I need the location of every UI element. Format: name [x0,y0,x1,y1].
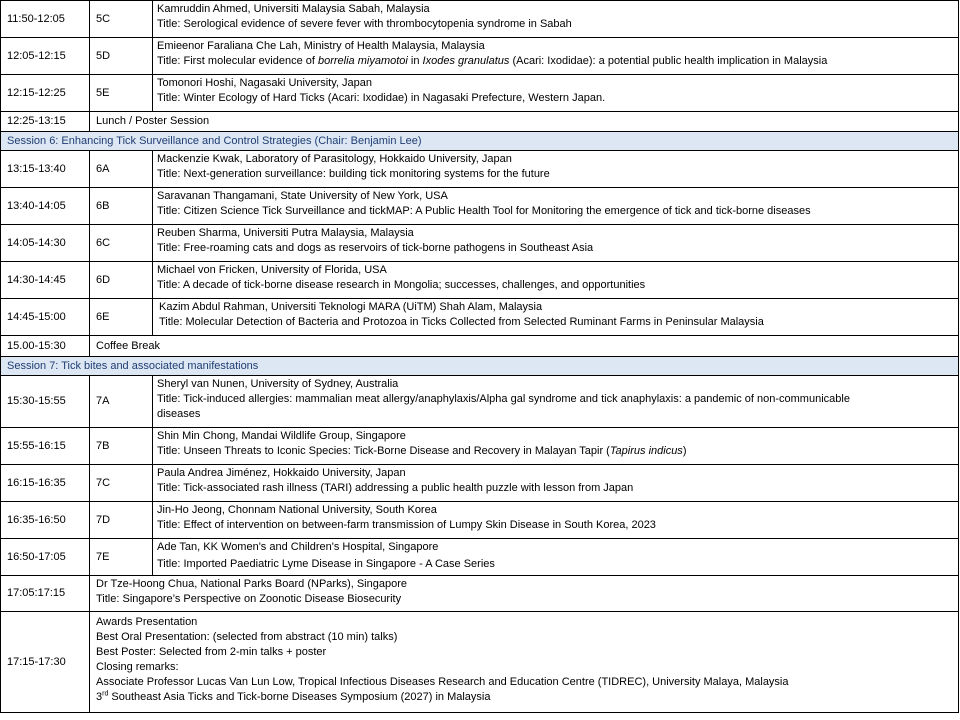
session-code: 6B [90,188,153,225]
speaker: Shin Min Chong, Mandai Wildlife Group, Singapore [157,430,406,442]
time-cell: 15:30-15:55 [1,376,90,428]
talk-title: Title: Next-generation surveillance: building tick monitoring systems for the future [157,168,550,180]
talk-title: Title: Winter Ecology of Hard Ticks (Acari: Ixodidae) in Nagasaki Prefecture, Western Japan. [157,92,606,104]
time-cell: 14:45-15:00 [1,299,90,336]
break-label: Lunch / Poster Session [90,112,959,132]
table-row [1,336,959,357]
session-code: 5C [90,1,153,38]
time-cell: 16:50-17:05 [1,539,90,576]
talk-title: Title: Tick-induced allergies: mammalian meat allergy/anaphylaxis/Alpha gal syndrome and tick anaphylaxis: a pandemic of non-communicable diseases [157,393,850,420]
speaker: Kamruddin Ahmed, Universiti Malaysia Sabah, Malaysia [157,3,430,15]
session-code: 7D [90,502,153,539]
time-cell: 11:50-12:05 [1,1,90,38]
session-code: 7A [90,376,153,428]
table-row [1,38,959,75]
closing-remarks-heading: Closing remarks: [96,661,179,673]
next-symposium-line [96,690,958,705]
title-text: (Acari: Ixodidae): a potential public health implication in Malaysia [509,55,828,67]
table-row [1,428,959,465]
session-header-row [1,357,959,376]
talk-title [157,54,958,69]
speaker: Sheryl van Nunen, University of Sydney, Australia [157,378,399,390]
speaker: Kazim Abdul Rahman, Universiti Teknologi MARA (UiTM) Shah Alam, Malaysia [159,301,543,313]
table-row [1,376,959,428]
break-label: Coffee Break [90,336,959,357]
time-cell: 14:30-14:45 [1,262,90,299]
talk-title: Title: Free-roaming cats and dogs as reservoirs of tick-borne pathogens in Southeast Asia [157,242,594,254]
talk-title: Title: Imported Paediatric Lyme Disease in Singapore - A Case Series [157,558,495,570]
speaker: Dr Tze-Hoong Chua, National Parks Board (NParks), Singapore [96,578,407,590]
title-text: Title: Unseen Threats to Iconic Species: Tick-Borne Disease and Recovery in Malayan Tapir ( [157,445,610,457]
time-cell: 17:05:17:15 [1,576,90,612]
table-row [1,539,959,576]
best-poster-line: Best Poster: Selected from 2-min talks + poster [96,646,327,658]
talk-detail [90,576,959,612]
talk-detail [153,225,959,262]
awards-heading: Awards Presentation [96,616,198,628]
ordinal-number: 3 [96,691,103,703]
table-row [1,465,959,502]
speaker: Jin-Ho Jeong, Chonnam National University, South Korea [157,504,437,516]
time-cell: 15:55-16:15 [1,428,90,465]
speaker: Mackenzie Kwak, Laboratory of Parasitology, Hokkaido University, Japan [157,153,512,165]
talk-detail [153,502,959,539]
time-cell: 13:40-14:05 [1,188,90,225]
session-header: Session 6: Enhancing Tick Surveillance and Control Strategies (Chair: Benjamin Lee) [1,132,959,151]
closing-speaker: Associate Professor Lucas Van Lun Low, Tropical Infectious Diseases Research and Education Centre (TIDREC), University Malaya, Malaysia [96,676,789,688]
session-header: Session 7: Tick bites and associated manifestations [1,357,959,376]
talk-title: Title: Molecular Detection of Bacteria and Protozoa in Ticks Collected from Selected Ruminant Farms in Peninsular Malaysia [159,316,764,328]
table-row [1,151,959,188]
session-code: 6C [90,225,153,262]
time-cell: 12:05-12:15 [1,38,90,75]
time-cell: 12:25-13:15 [1,112,90,132]
speaker: Reuben Sharma, Universiti Putra Malaysia, Malaysia [157,227,414,239]
session-code: 5E [90,75,153,112]
talk-detail [153,428,959,465]
talk-title: Title: Effect of intervention on between-farm transmission of Lumpy Skin Disease in South Korea, 2023 [157,519,656,531]
time-cell: 17:15-17:30 [1,612,90,713]
species-name: Ixodes granulatus [422,55,510,67]
ordinal-suffix: rd [102,690,109,698]
table-row [1,225,959,262]
talk-title: Title: Tick-associated rash illness (TARI) addressing a public health puzzle with lesson from Japan [157,482,634,494]
talk-title: Title: A decade of tick-borne disease research in Mongolia; successes, challenges, and opportunities [157,279,646,291]
species-name: Tapirus indicus [609,445,683,457]
table-row [1,262,959,299]
time-cell: 16:15-16:35 [1,465,90,502]
speaker: Paula Andrea Jiménez, Hokkaido University, Japan [157,467,406,479]
session-header-row [1,132,959,151]
talk-detail [153,376,959,428]
speaker: Ade Tan, KK Women's and Children's Hospital, Singapore [157,541,439,553]
table-row [1,1,959,38]
table-row [1,576,959,612]
session-code: 7C [90,465,153,502]
talk-detail [153,299,959,336]
session-code: 6A [90,151,153,188]
time-cell: 16:35-16:50 [1,502,90,539]
title-text: Title: First molecular evidence of [157,55,318,67]
speaker: Emieenor Faraliana Che Lah, Ministry of Health Malaysia, Malaysia [157,40,485,52]
table-row [1,299,959,336]
talk-detail [153,75,959,112]
time-cell: 12:15-12:25 [1,75,90,112]
speaker: Tomonori Hoshi, Nagasaki University, Japan [157,77,372,89]
talk-title [157,444,958,459]
table-row [1,112,959,132]
session-code: 7B [90,428,153,465]
time-cell: 13:15-13:40 [1,151,90,188]
speaker: Michael von Fricken, University of Florida, USA [157,264,387,276]
table-row [1,612,959,713]
session-code: 6E [90,299,153,336]
talk-detail [153,188,959,225]
talk-detail [153,262,959,299]
speaker: Saravanan Thangamani, State University of New York, USA [157,190,448,202]
table-row [1,75,959,112]
talk-detail [153,38,959,75]
session-code: 5D [90,38,153,75]
talk-title: Title: Citizen Science Tick Surveillance and tickMAP: A Public Health Tool for Monitoring the emergence of tick and tick-borne diseases [157,205,811,217]
talk-title: Title: Singapore’s Perspective on Zoonotic Disease Biosecurity [96,593,402,605]
talk-detail [153,151,959,188]
table-row [1,502,959,539]
talk-detail [153,1,959,38]
species-name: borrelia miyamotoi [317,55,408,67]
title-text: in [407,55,423,67]
talk-title: Title: Serological evidence of severe fever with thrombocytopenia syndrome in Sabah [157,18,572,30]
time-cell: 14:05-14:30 [1,225,90,262]
talk-detail [153,465,959,502]
title-text: ) [682,445,687,457]
symposium-text: Southeast Asia Ticks and Tick-borne Diseases Symposium (2027) in Malaysia [108,691,491,703]
best-oral-line: Best Oral Presentation: (selected from abstract (10 min) talks) [96,631,398,643]
table-row [1,188,959,225]
talk-detail [153,539,959,576]
closing-detail [90,612,959,713]
time-cell: 15.00-15:30 [1,336,90,357]
session-code: 7E [90,539,153,576]
session-code: 6D [90,262,153,299]
